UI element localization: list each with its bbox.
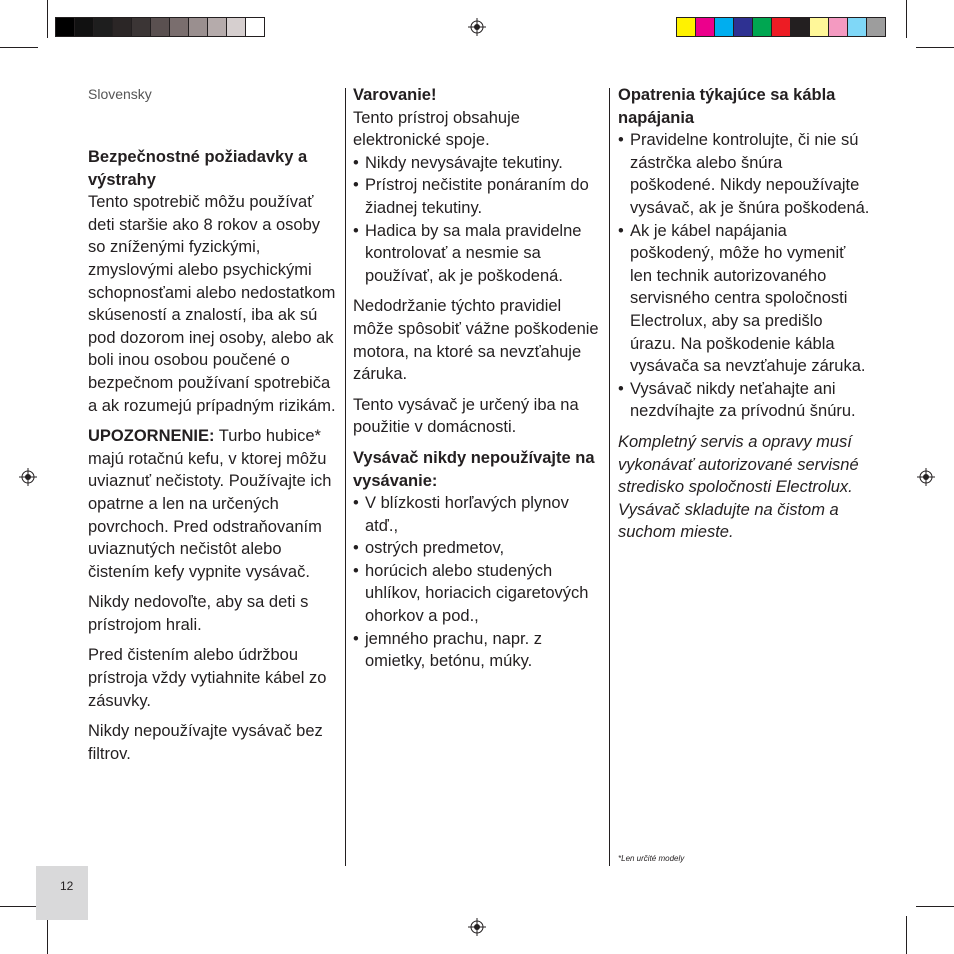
color-swatch: [226, 17, 246, 37]
color-swatch: [733, 17, 753, 37]
column-cable: [618, 84, 870, 552]
list-item: • horúcich alebo studených uhlíkov, horiacich cigaretových ohorkov a pod.,: [353, 560, 603, 628]
registration-mark-icon: [917, 468, 935, 486]
consequence-paragraph: Nedodržanie týchto pravidiel môže spôsobiť vážne poškodenie motora, na ktoré sa nevzťahuje záruka.: [353, 297, 599, 384]
warning-label: UPOZORNENIE:: [88, 427, 215, 446]
color-swatch: [771, 17, 791, 37]
process-color-bar: [676, 17, 885, 37]
color-swatch: [131, 17, 151, 37]
filters-paragraph: Nikdy nepoužívajte vysávač bez filtrov.: [88, 722, 323, 763]
safety-heading: Bezpečnostné požiadavky a výstrahy: [88, 148, 308, 189]
color-swatch: [809, 17, 829, 37]
household-paragraph: Tento vysávač je určený iba na použitie v domácnosti.: [353, 395, 579, 437]
column-divider: [345, 88, 346, 866]
color-swatch: [112, 17, 132, 37]
color-swatch: [714, 17, 734, 37]
color-swatch: [828, 17, 848, 37]
warning-list: [353, 152, 603, 288]
list-item: • V blízkosti horľavých plynov atď.,: [353, 492, 603, 537]
color-swatch: [676, 17, 696, 37]
service-note: Kompletný servis a opravy musí vykonávať autorizované servisné stredisko spoločnosti Electrolux. Vysávač skladujte na čistom a suchom mieste.: [618, 432, 859, 542]
color-swatch: [695, 17, 715, 37]
color-swatch: [790, 17, 810, 37]
never-heading: Vysávač nikdy nepoužívajte na vysávanie:: [353, 448, 595, 490]
page-number-tab: [36, 866, 88, 920]
color-swatch: [93, 17, 113, 37]
color-swatch: [74, 17, 94, 37]
color-swatch: [847, 17, 867, 37]
grayscale-color-bar: [55, 17, 264, 37]
column-warnings: [353, 84, 603, 681]
never-list: [353, 492, 603, 673]
warning-heading: Varovanie!: [353, 86, 437, 104]
warning-section: [353, 84, 603, 152]
turbo-warning: [88, 425, 340, 583]
color-swatch: [150, 17, 170, 37]
warning-intro: Tento prístroj obsahuje elektronické spoje.: [353, 108, 520, 150]
warning-body: Turbo hubice* majú rotačnú kefu, v ktorej môžu uviaznuť nečistoty. Používajte ich opatrne a len na určených povrchoch. Pred odstraňovaním uviaznutých nečistôt alebo čistením kefy vypnite vysávač.: [88, 427, 332, 581]
color-swatch: [188, 17, 208, 37]
footnote: *Len určité modely: [618, 854, 685, 863]
registration-mark-icon: [19, 468, 37, 486]
column-divider: [609, 88, 610, 866]
list-item: • ostrých predmetov,: [353, 537, 603, 560]
language-label: Slovensky: [88, 86, 152, 102]
color-swatch: [207, 17, 227, 37]
list-item: • jemného prachu, napr. z omietky, betónu, múky.: [353, 628, 603, 673]
page-number: 12: [60, 879, 74, 893]
list-item: • Nikdy nevysávajte tekutiny.: [353, 152, 603, 175]
registration-mark-icon: [468, 918, 486, 936]
color-swatch: [752, 17, 772, 37]
list-item: • Pravidelne kontrolujte, či nie sú zástrčka alebo šnúra poškodené. Nikdy nepoužívajte vysávač, ak je šnúra poškodená.: [618, 129, 870, 219]
cleaning-paragraph: Pred čistením alebo údržbou prístroja vždy vytiahnite kábel zo zásuvky.: [88, 646, 327, 710]
color-swatch: [245, 17, 265, 37]
cable-list: [618, 129, 870, 423]
list-item: • Prístroj nečistite ponáraním do žiadnej tekutiny.: [353, 174, 603, 219]
cable-heading: Opatrenia týkajúce sa kábla napájania: [618, 86, 836, 127]
safety-body: Tento spotrebič môžu používať deti staršie ako 8 rokov a osoby so zníženými fyzickými, zmyslovými alebo psychickými schopnosťami alebo nedostatkom skúseností a znalostí, iba ak sú pod dozorom inej osoby, alebo ak boli inou osobou poučené o bezpečnom používaní spotrebiča a ak rozumejú prípadným rizikám.: [88, 193, 336, 415]
list-item: • Vysávač nikdy neťahajte ani nezdvíhajte za prívodnú šnúru.: [618, 378, 870, 423]
color-swatch: [866, 17, 886, 37]
column-safety: [88, 84, 340, 773]
list-item: • Ak je kábel napájania poškodený, môže ho vymeniť len technik autorizovaného servisného centra spoločnosti Electrolux, aby sa predišlo úrazu. Na poškodenie kábla vysávača sa nevzťahuje záruka.: [618, 220, 870, 378]
color-swatch: [169, 17, 189, 37]
color-swatch: [55, 17, 75, 37]
registration-mark-icon: [468, 18, 486, 36]
children-paragraph: Nikdy nedovoľte, aby sa deti s prístrojom hrali.: [88, 593, 309, 634]
list-item: • Hadica by sa mala pravidelne kontrolovať a nesmie sa používať, ak je poškodená.: [353, 220, 603, 288]
safety-section: [88, 146, 340, 417]
